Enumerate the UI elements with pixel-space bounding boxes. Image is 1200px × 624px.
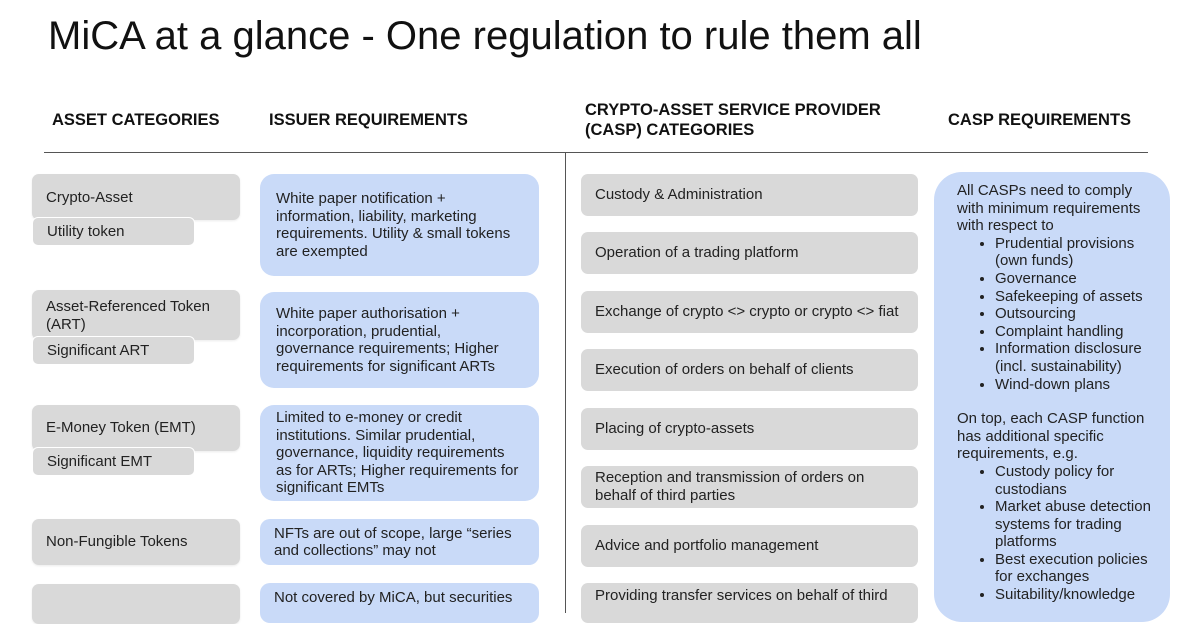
header-casp-requirements: CASP REQUIREMENTS xyxy=(948,111,1132,129)
casp-category-advice: Advice and portfolio management xyxy=(581,525,918,567)
header-issuer-requirements: ISSUER REQUIREMENTS xyxy=(269,111,468,129)
issuer-requirement-emt: Limited to e-money or credit institutions. Similar prudential, governance, liquidity requirements as for ARTs; Higher requirements for significant EMTs xyxy=(260,405,539,501)
asset-subcategory-significant-art: Significant ART xyxy=(32,336,195,365)
column-divider xyxy=(565,153,566,613)
asset-category-cutoff xyxy=(32,584,240,624)
issuer-requirement-nft: NFTs are out of scope, large “series and collections” may not xyxy=(260,519,539,565)
casp-specific-requirements-list xyxy=(957,463,1156,604)
header-divider xyxy=(44,152,1148,153)
header-casp-categories-line1: CRYPTO-ASSET SERVICE PROVIDER xyxy=(585,101,881,119)
asset-category-emt: E-Money Token (EMT) xyxy=(32,405,240,451)
asset-category-art: Asset-Referenced Token (ART) xyxy=(32,290,240,340)
page-title: MiCA at a glance - One regulation to rule them all xyxy=(48,14,922,58)
casp-category-transfer: Providing transfer services on behalf of third xyxy=(581,583,918,623)
casp-requirement-item: • Safekeeping of assets xyxy=(995,288,1156,306)
casp-requirements-intro-2: On top, each CASP function has additional specific requirements, e.g. xyxy=(957,410,1145,463)
issuer-requirement-securities: Not covered by MiCA, but securities xyxy=(260,583,539,623)
header-asset-categories: ASSET CATEGORIES xyxy=(52,111,220,129)
casp-requirements-list xyxy=(957,235,1156,393)
casp-category-trading-platform: Operation of a trading platform xyxy=(581,232,918,274)
casp-category-exchange: Exchange of crypto <> crypto or crypto <> fiat xyxy=(581,291,918,333)
casp-specific-requirement-item: • Custody policy for custodians xyxy=(995,463,1156,498)
casp-requirements-intro: All CASPs need to comply with minimum requirements with respect to xyxy=(957,182,1141,235)
asset-subcategory-significant-emt: Significant EMT xyxy=(32,447,195,476)
casp-requirement-item: • Prudential provisions (own funds) xyxy=(995,235,1156,270)
casp-specific-requirement-item: • Market abuse detection systems for trading platforms xyxy=(995,498,1156,551)
casp-specific-requirement-item: • Best execution policies for exchanges xyxy=(995,551,1156,586)
casp-requirement-item: • Information disclosure (incl. sustainability) xyxy=(995,340,1156,375)
casp-category-reception-transmission: Reception and transmission of orders on behalf of third parties xyxy=(581,466,918,508)
casp-specific-requirement-item: • Suitability/knowledge xyxy=(995,586,1156,604)
spacer xyxy=(957,393,1156,410)
asset-category-nft: Non-Fungible Tokens xyxy=(32,519,240,565)
casp-requirements-panel xyxy=(934,172,1170,622)
header-casp-categories xyxy=(585,100,881,140)
issuer-requirement-art: White paper authorisation + incorporation, prudential, governance requirements; Higher requirements for significant ARTs xyxy=(260,292,539,388)
casp-category-placing: Placing of crypto-assets xyxy=(581,408,918,450)
asset-subcategory-utility-token: Utility token xyxy=(32,217,195,246)
casp-requirement-item: • Wind-down plans xyxy=(995,376,1156,394)
casp-requirement-item: • Complaint handling xyxy=(995,323,1156,341)
asset-category-crypto-asset: Crypto-Asset xyxy=(32,174,240,220)
casp-category-custody: Custody & Administration xyxy=(581,174,918,216)
casp-category-execution: Execution of orders on behalf of clients xyxy=(581,349,918,391)
header-casp-categories-line2: (CASP) CATEGORIES xyxy=(585,121,755,139)
issuer-requirement-crypto-asset: White paper notification + information, liability, marketing requirements. Utility & small tokens are exempted xyxy=(260,174,539,276)
casp-requirement-item: • Governance xyxy=(995,270,1156,288)
casp-requirement-item: • Outsourcing xyxy=(995,305,1156,323)
